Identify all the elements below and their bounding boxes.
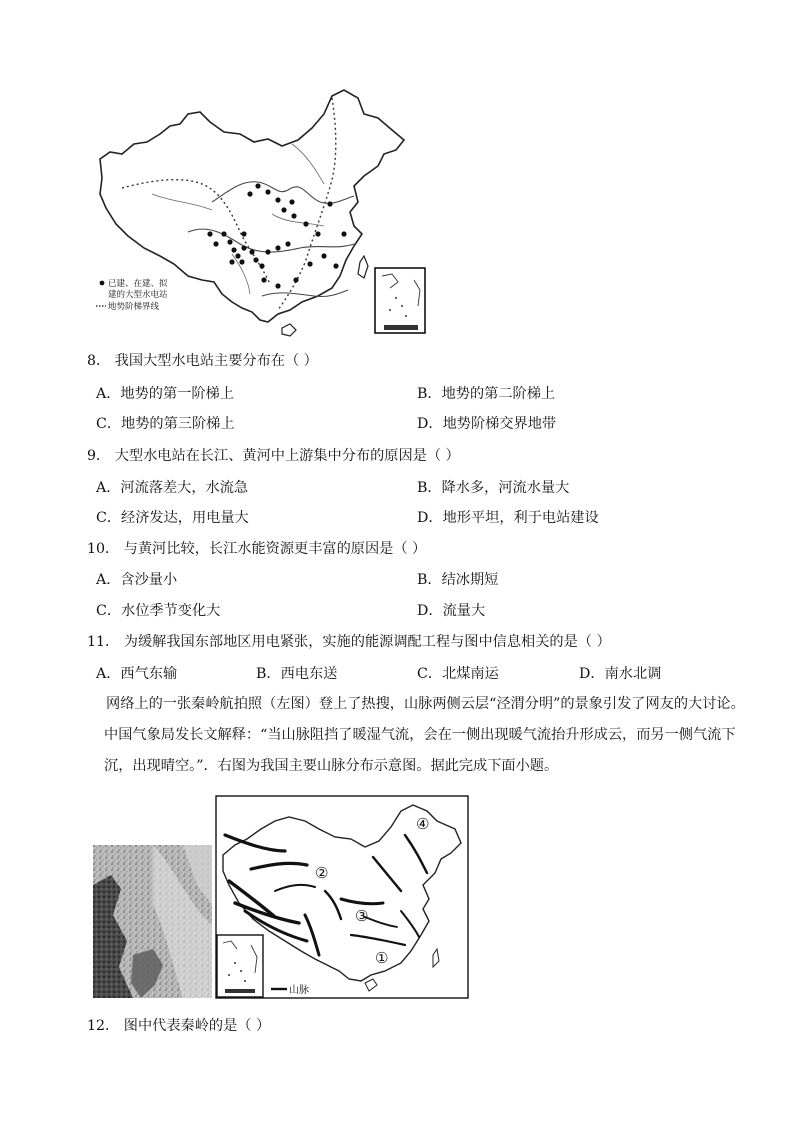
q9-option-d: D．地形平坦，利于电站建设 bbox=[417, 510, 599, 526]
q10-option-a: A．含沙量小 bbox=[96, 572, 178, 588]
question-11-stem: 11． 为缓解我国东部地区用电紧张，实施的能源调配工程与图中信息相关的是（ ） bbox=[87, 634, 611, 650]
map-legend bbox=[96, 278, 168, 312]
question-12-stem: 12． 图中代表秦岭的是（ ） bbox=[87, 1018, 271, 1034]
legend-mountain: 山脉 bbox=[289, 985, 309, 996]
step-boundary-2 bbox=[278, 98, 336, 310]
q11-option-d: D．南水北调 bbox=[579, 666, 662, 682]
pearl-river bbox=[262, 290, 348, 297]
q8-option-c: C．地势的第三阶梯上 bbox=[96, 416, 235, 432]
label-1: ① bbox=[375, 949, 389, 967]
q9-option-b: B．降水多，河流水量大 bbox=[417, 480, 570, 496]
yangtze-river bbox=[188, 229, 354, 252]
q10-option-b: B．结冰期短 bbox=[417, 572, 499, 588]
passage-line-3: 沉，出现晴空。”．右图为我国主要山脉分布示意图。据此完成下面小题。 bbox=[104, 758, 559, 774]
hainan-island bbox=[282, 324, 296, 336]
q10-option-c: C．水位季节变化大 bbox=[96, 603, 221, 619]
q11-option-c: C．北煤南运 bbox=[417, 666, 499, 682]
label-2: ② bbox=[315, 864, 329, 882]
legend-line-2: 建的大型水电站 bbox=[108, 290, 168, 300]
hydropower-map bbox=[92, 84, 438, 342]
q8-option-a: A．地势的第一阶梯上 bbox=[96, 386, 234, 402]
q8-option-d: D．地势阶梯交界地带 bbox=[417, 416, 557, 432]
question-9-stem: 9． 大型水电站在长江、黄河中上游集中分布的原因是（ ） bbox=[87, 448, 460, 464]
q9-option-c: C．经济发达，用电量大 bbox=[96, 510, 249, 526]
legend-line-3: 地势阶梯界线 bbox=[108, 302, 160, 312]
mountain-distribution-map bbox=[215, 795, 469, 999]
qinling-aerial-photo bbox=[93, 845, 212, 998]
q11-option-a: A．西气东输 bbox=[96, 666, 178, 682]
south-china-sea-inset bbox=[217, 935, 263, 997]
question-8-stem: 8． 我国大型水电站主要分布在（ ） bbox=[87, 353, 318, 369]
q9-option-a: A．河流落差大，水流急 bbox=[96, 480, 249, 496]
passage-line-2: 中国气象局发长文解释：“当山脉阻挡了暖湿气流，会在一侧出现暖气流抬升形成云，而另一侧气流下 bbox=[104, 727, 736, 743]
label-3: ③ bbox=[355, 907, 369, 925]
q11-option-b: B．西电东送 bbox=[256, 666, 338, 682]
passage-line-1: 网络上的一张秦岭航拍照（左图）登上了热搜，山脉两侧云层“泾渭分明”的景象引发了网友的大讨论。 bbox=[106, 696, 745, 712]
label-4: ④ bbox=[416, 815, 430, 833]
taiwan-island bbox=[358, 256, 368, 278]
legend-line-1: 已建、在建、拟 bbox=[108, 279, 168, 289]
hydropower-station-dots bbox=[207, 183, 346, 288]
yellow-river bbox=[212, 182, 354, 204]
q10-option-d: D．流量大 bbox=[417, 603, 486, 619]
question-10-stem: 10． 与黄河比较，长江水能资源更丰富的原因是（ ） bbox=[87, 541, 427, 557]
south-china-sea-inset bbox=[375, 268, 425, 333]
q8-option-b: B．地势的第二阶梯上 bbox=[417, 386, 556, 402]
